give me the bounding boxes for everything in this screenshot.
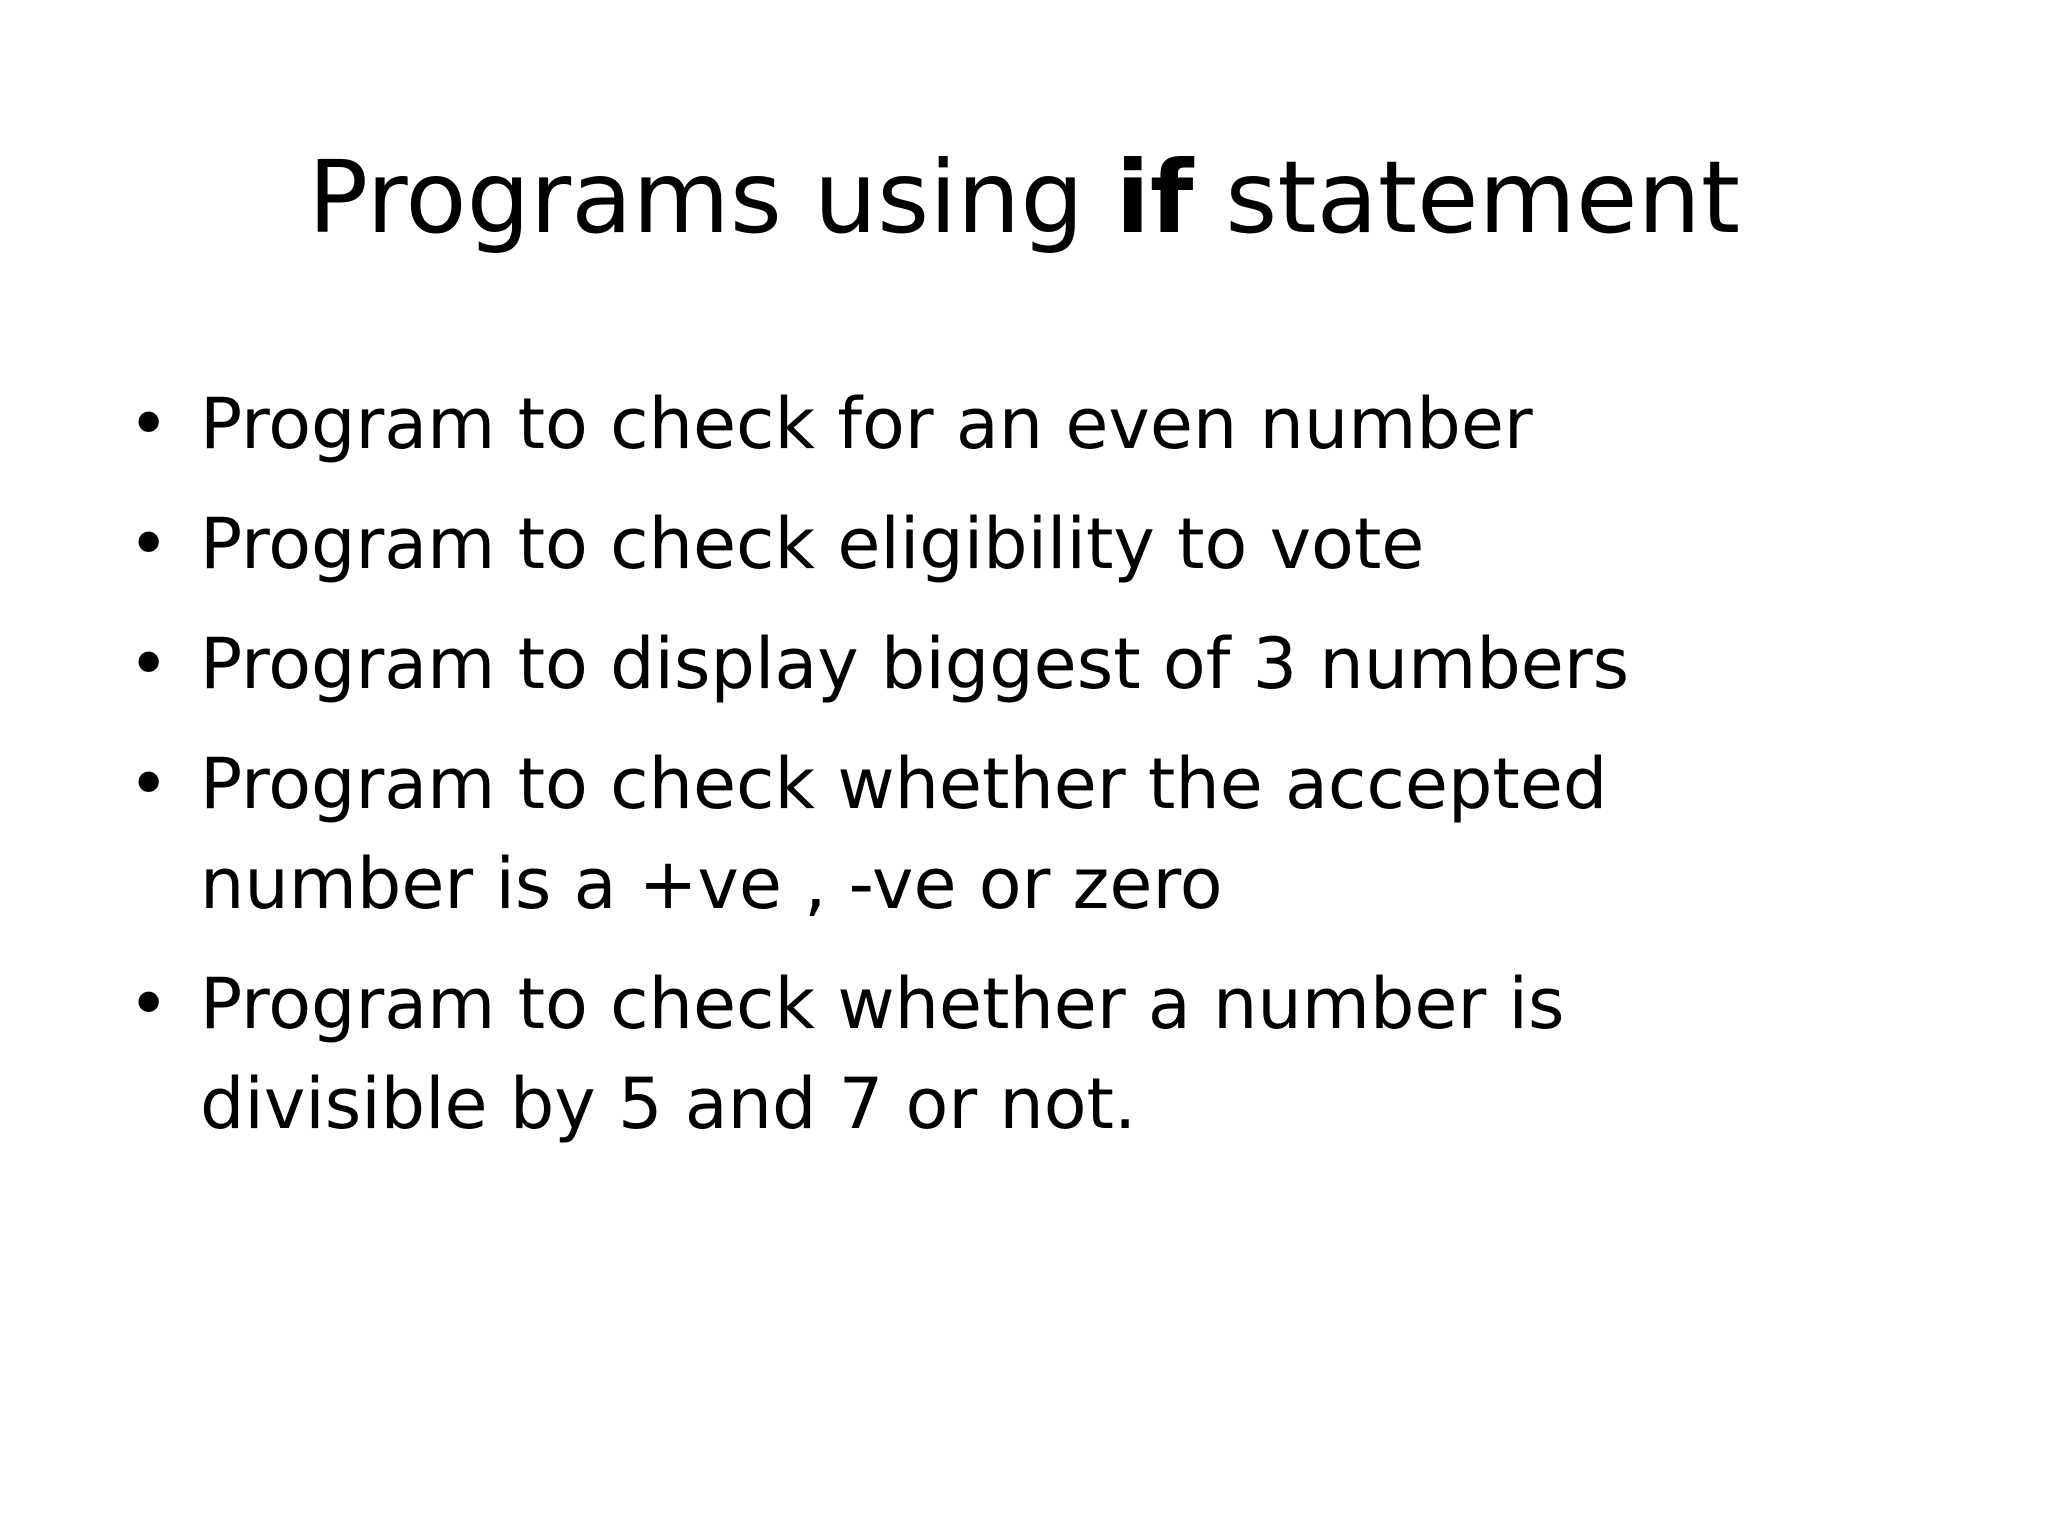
bullet-text-line: Program to check whether a number is — [200, 963, 1565, 1045]
bullet-item — [120, 734, 1920, 934]
bullet-text-line: number is a +ve , -ve or zero — [200, 843, 1223, 925]
bullet-item — [120, 374, 1920, 474]
bullet-list — [120, 374, 1920, 1174]
bullet-dot-icon: • — [128, 383, 170, 465]
bullet-text-line: Program to check for an even number — [200, 383, 1533, 465]
bullet-item — [120, 954, 1920, 1154]
bullet-dot-icon: • — [128, 963, 170, 1045]
bullet-dot-icon: • — [128, 743, 170, 825]
bullet-dot-icon: • — [128, 503, 170, 585]
bullet-item — [120, 614, 1920, 714]
bullet-text-line: Program to check eligibility to vote — [200, 503, 1425, 585]
title-prefix: Programs using — [307, 139, 1116, 256]
bullet-text-line: Program to display biggest of 3 numbers — [200, 623, 1630, 705]
bullet-dot-icon: • — [128, 623, 170, 705]
title-suffix: statement — [1193, 139, 1741, 256]
bullet-item — [120, 494, 1920, 594]
slide-title — [0, 138, 2048, 258]
bullet-text-line: divisible by 5 and 7 or not. — [200, 1063, 1137, 1145]
bullet-text-line: Program to check whether the accepted — [200, 743, 1608, 825]
title-keyword: if — [1115, 139, 1194, 256]
